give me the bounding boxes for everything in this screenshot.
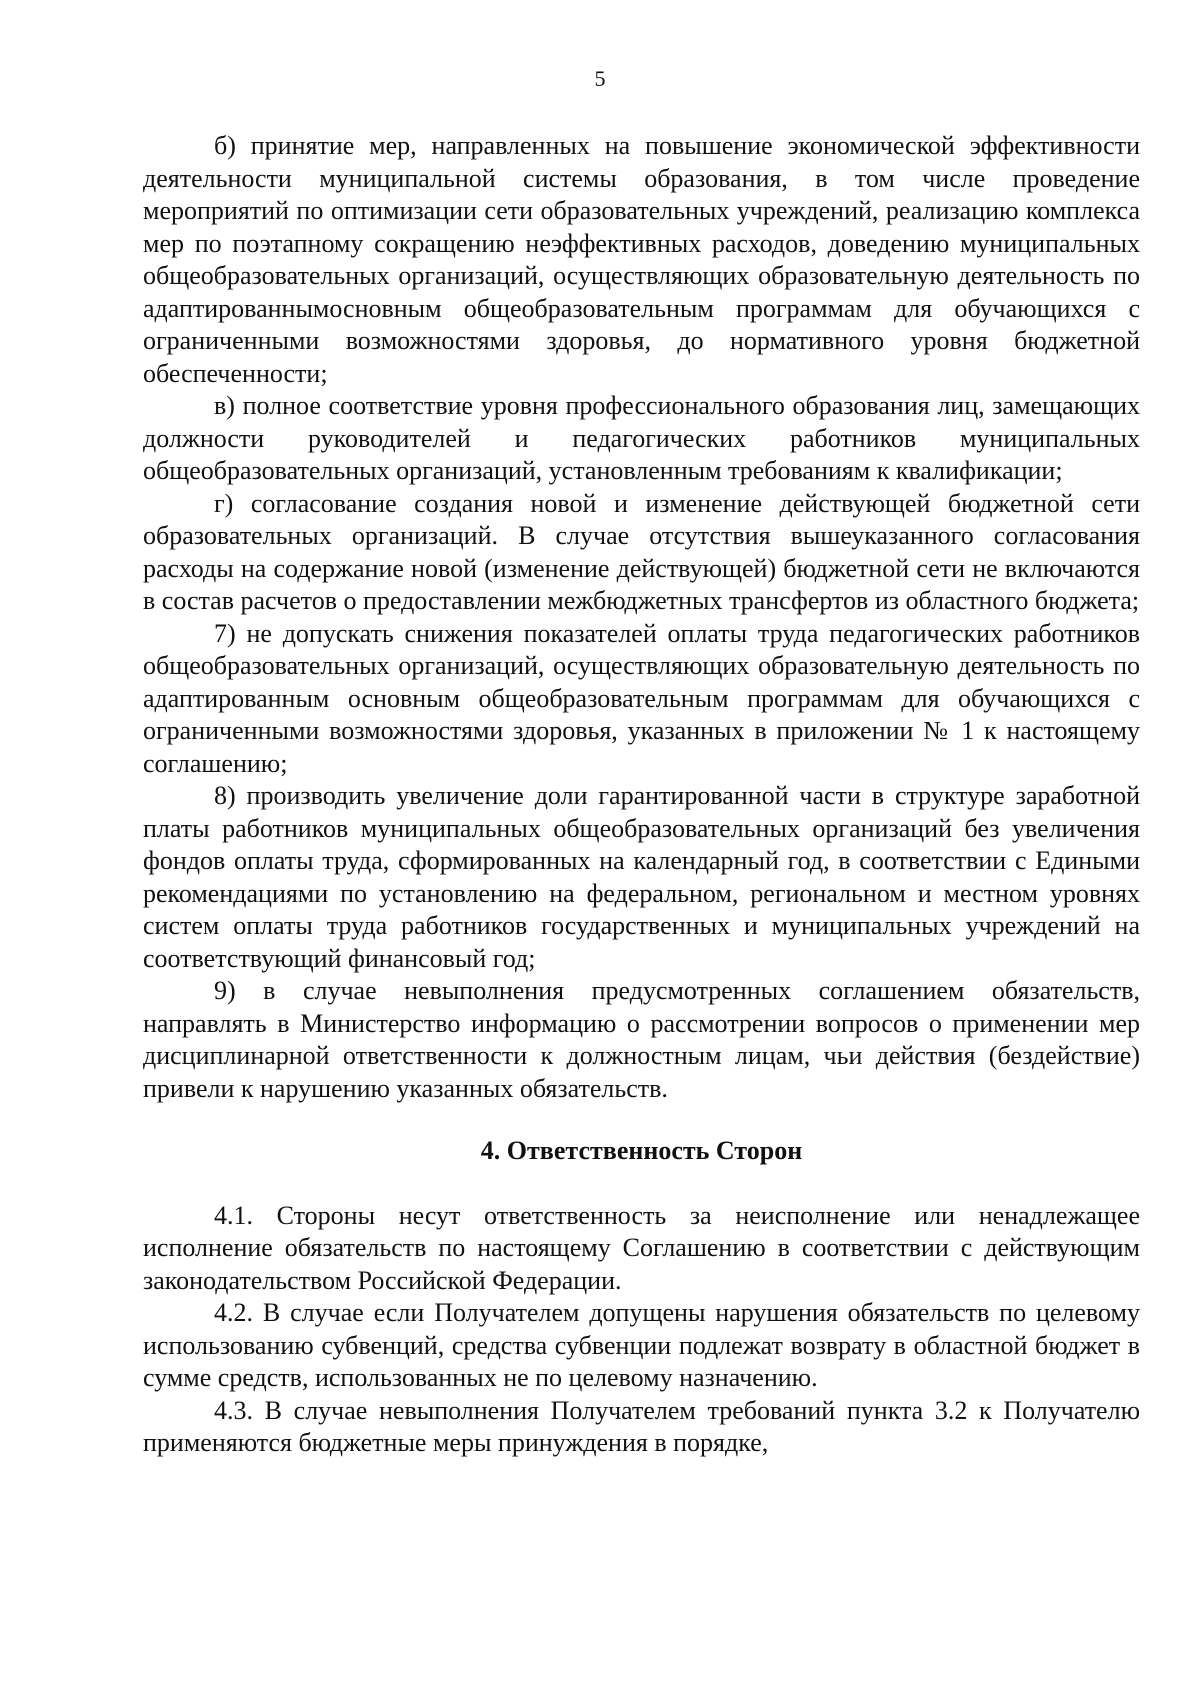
paragraph-9: 9) в случае невыполнения предусмотренных соглашением обязательств, направлять в Министерство информацию о рассмотрении вопросов о применении мер дисциплинарной ответственности к должностным лицам, чьи действия (бездействие) привели к нарушению указанных обязательств. bbox=[143, 976, 1140, 1103]
page-number: 5 bbox=[594, 66, 606, 91]
paragraph-4-2: 4.2. В случае если Получателем допущены нарушения обязательств по целевому использованию субвенций, средства субвенции подлежат возврату в областной бюджет в сумме средств, использованных не по целевому назначению. bbox=[143, 1298, 1140, 1392]
paragraph-7: 7) не допускать снижения показателей оплаты труда педагогических работников общеобразовательных организаций, осуществляющих образовательную деятельность по адаптированным основным общеобразовательным программам для обучающихся с ограниченными возможностями здоровья, указанных в приложении № 1 к настоящему соглашению; bbox=[143, 618, 1140, 778]
paragraph-b: б) принятие мер, направленных на повышение экономической эффективности деятельности муниципальной системы образования, в том числе проведение мероприятий по оптимизации сети образовательных учреждений, реализацию комплекса мер по поэтапному сокращению неэффективных расходов, доведению муниципальных общеобразовательных организаций, осуществляющих образовательную деятельность по адаптированнымосновным общеобразовательным программам для обучающихся с ограниченными возможностями здоровья, до нормативного уровня бюджетной обеспеченности; bbox=[143, 131, 1140, 388]
paragraph-g: г) согласование создания новой и изменение действующей бюджетной сети образовательных организаций. В случае отсутствия вышеуказанного согласования расходы на содержание новой (изменение действующей) бюджетной сети не включаются в состав расчетов о предоставлении межбюджетных трансфертов из областного бюджета; bbox=[143, 488, 1140, 615]
paragraph-v: в) полное соответствие уровня профессионального образования лиц, замещающих должности руководителей и педагогических работников муниципальных общеобразовательных организаций, установленным требованиям к квалификации; bbox=[143, 391, 1140, 485]
document-body bbox=[143, 130, 1140, 1460]
paragraph-4-3: 4.3. В случае невыполнения Получателем требований пункта 3.2 к Получателю применяются бюджетные меры принуждения в порядке, bbox=[143, 1395, 1140, 1457]
paragraph-4-1: 4.1. Стороны несут ответственность за неисполнение или ненадлежащее исполнение обязательств по настоящему Соглашению в соответствии с действующим законодательством Российской Федерации. bbox=[143, 1200, 1140, 1295]
section-heading: 4. Ответственность Сторон bbox=[480, 1136, 803, 1165]
paragraph-8: 8) производить увеличение доли гарантированной части в структуре заработной платы работников муниципальных общеобразовательных организаций без увеличения фондов оплаты труда, сформированных на календарный год, в соответствии с Едиными рекомендациями по установлению на федеральном, региональном и местном уровнях систем оплаты труда работников государственных и муниципальных учреждений на соответствующий финансовый год; bbox=[143, 781, 1140, 973]
